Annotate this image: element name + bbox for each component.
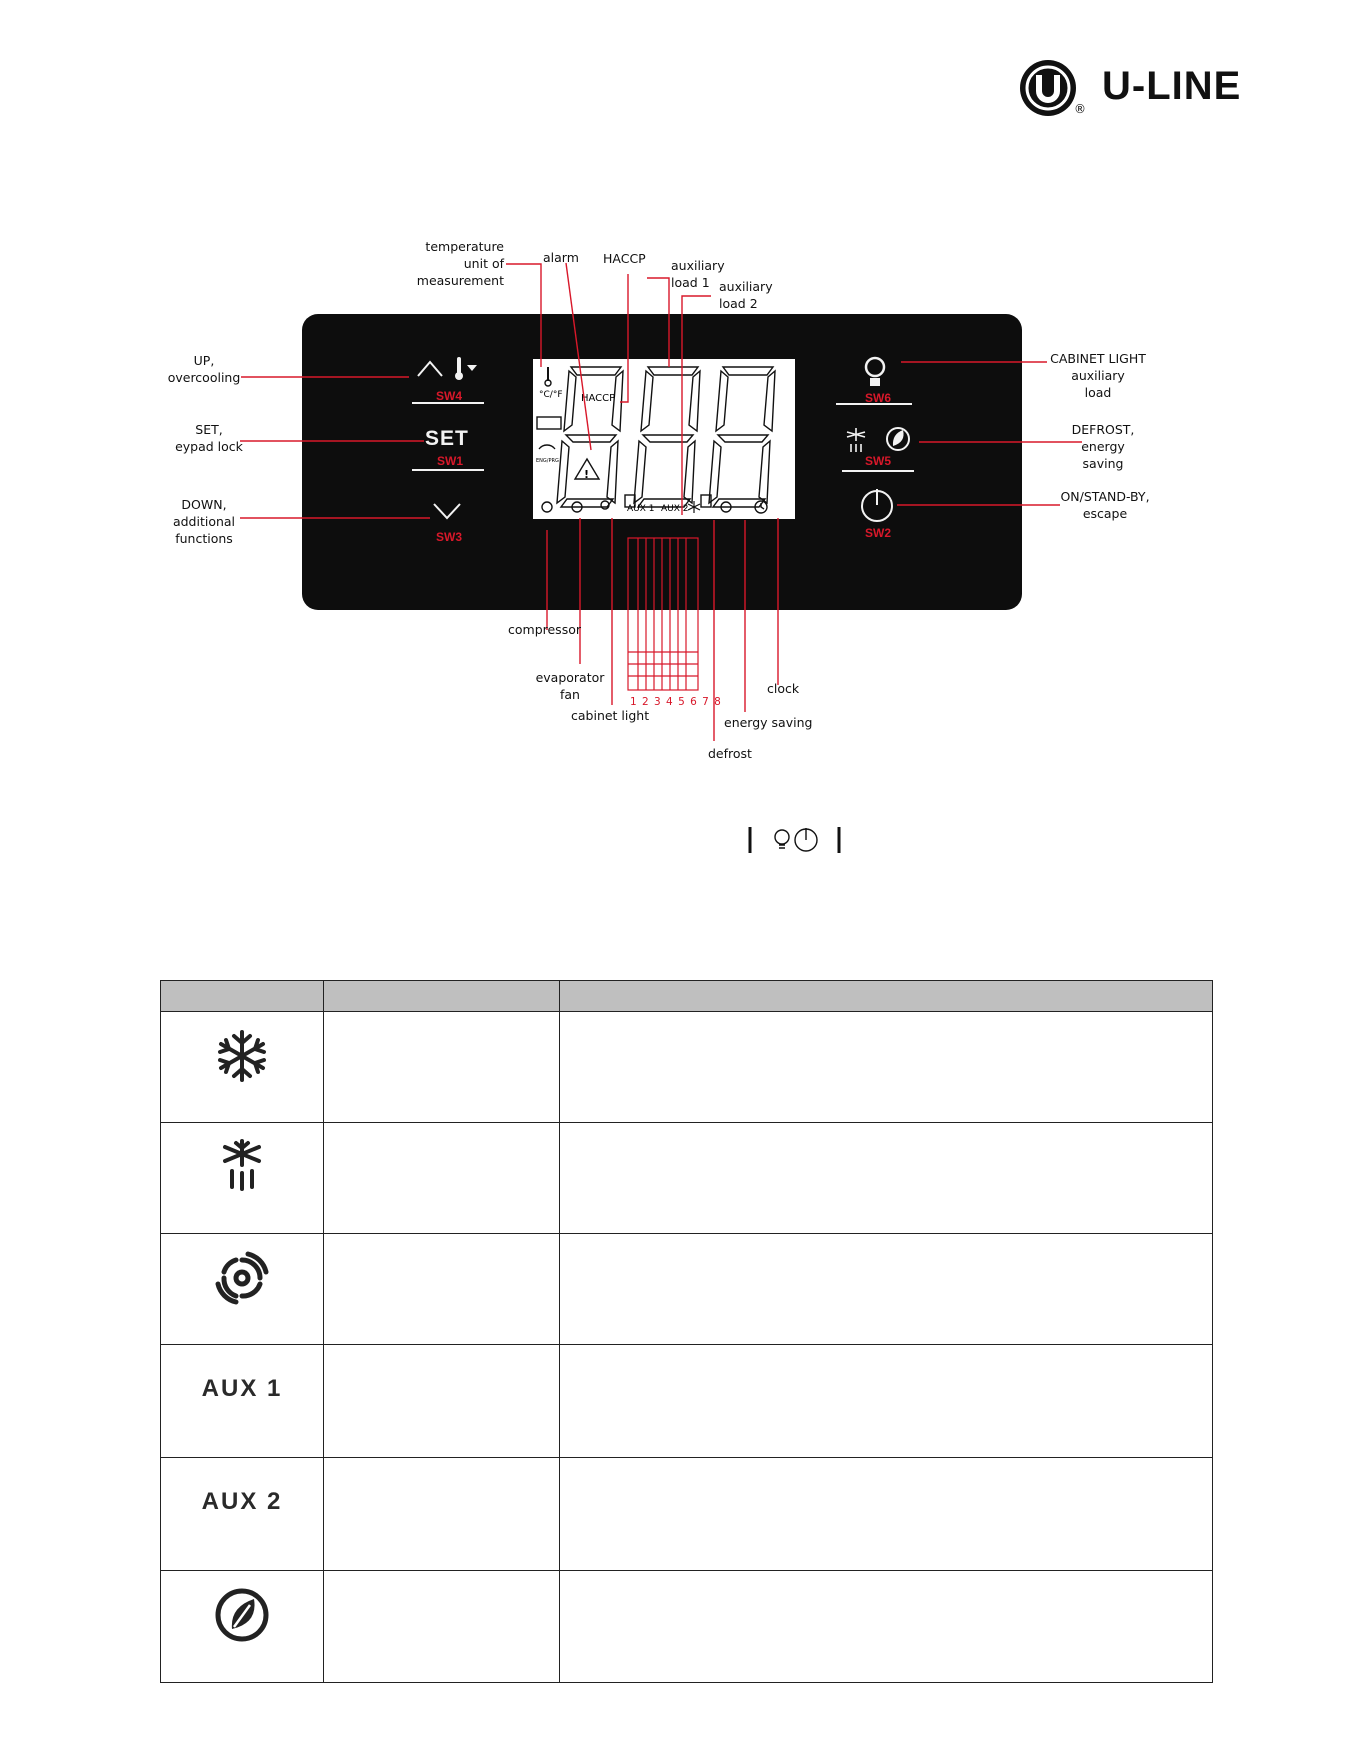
compressor-snowflake-icon (212, 1026, 272, 1086)
name-cell (324, 1234, 560, 1345)
table-row (161, 1458, 1213, 1571)
energy-saving-leaf-icon (212, 1585, 272, 1645)
description-cell (560, 1234, 1213, 1345)
table-row (161, 1571, 1213, 1683)
defrost-icon (847, 428, 865, 452)
callout-energy-saving: energy saving (724, 715, 813, 730)
header-name (324, 981, 560, 1012)
callout-alarm: alarm (543, 250, 579, 265)
down-button[interactable] (434, 504, 460, 518)
callout-aux1: auxiliary load 1 (671, 258, 725, 290)
table-header-row (161, 981, 1213, 1012)
lightbulb-icon (775, 830, 789, 848)
panel-overlay (0, 0, 1361, 800)
callout-temp-unit: temperature unit of measurement (416, 239, 504, 288)
header-description (560, 981, 1213, 1012)
defrost-icon (212, 1137, 272, 1193)
name-cell (324, 1458, 560, 1571)
callout-onoff: ON/STAND-BY, escape (1060, 489, 1150, 521)
callout-defrost: defrost (708, 746, 752, 761)
power-button[interactable] (862, 489, 892, 521)
callout-evaporator-fan: evaporator fan (535, 670, 605, 702)
callout-haccp: HACCP (603, 251, 646, 266)
aux1-text-icon: AUX 1 (201, 1375, 283, 1402)
lcd-aux2: AUX 2 (661, 504, 689, 514)
callout-lines (240, 263, 1082, 741)
sw3-label: SW3 (436, 530, 463, 544)
icon-table (160, 980, 1213, 1683)
icon-cell (161, 1345, 324, 1458)
icon-cell (161, 1012, 324, 1123)
name-cell (324, 1123, 560, 1234)
name-cell (324, 1012, 560, 1123)
description-cell (560, 1571, 1213, 1683)
callout-compressor: compressor (508, 622, 581, 637)
lcd-haccp: HACCP (581, 393, 616, 404)
registered-mark: ® (1074, 102, 1086, 116)
callout-clock: clock (767, 681, 800, 696)
table-row (161, 1123, 1213, 1234)
sw1-label: SW1 (437, 454, 464, 468)
table-row (161, 1012, 1213, 1123)
callout-down: DOWN, additional functions (172, 497, 236, 546)
sw5-label: SW5 (865, 454, 892, 468)
lcd-aux1: AUX 1 (627, 504, 655, 514)
header-icon (161, 981, 324, 1012)
aux2-text-icon: AUX 2 (201, 1488, 283, 1515)
sw2-label: SW2 (865, 526, 892, 540)
sw6-label: SW6 (865, 391, 892, 405)
set-label: SET (425, 427, 469, 450)
bottom-icon-strip (748, 823, 844, 857)
name-cell (324, 1571, 560, 1683)
power-icon (795, 828, 817, 851)
down-triangle-icon (467, 365, 477, 371)
callout-cabinet-light-icon: cabinet light (571, 708, 650, 723)
thermometer-icon (457, 357, 461, 374)
connector-grid (628, 538, 698, 690)
brand-name: U-LINE (1102, 64, 1242, 108)
description-cell (560, 1123, 1213, 1234)
evaporator-fan-icon (212, 1248, 272, 1308)
callout-set: SET, eypad lock (175, 422, 243, 454)
connector-numbers: 1 2 3 4 5 6 7 8 (630, 696, 722, 708)
description-cell (560, 1012, 1213, 1123)
table-row (161, 1234, 1213, 1345)
table-row (161, 1345, 1213, 1458)
callout-up: UP, overcooling (167, 353, 241, 385)
lcd-unit: °C/°F (539, 390, 563, 400)
lcd-alarm-glyph: ! (584, 468, 590, 481)
callout-defrost-energy: DEFROST, energy saving (1071, 422, 1135, 471)
callout-aux2: auxiliary load 2 (719, 279, 773, 311)
callout-cabinet-light: CABINET LIGHT auxiliary load (1050, 351, 1146, 400)
lightbulb-icon (866, 358, 884, 376)
description-cell (560, 1345, 1213, 1458)
icon-cell (161, 1458, 324, 1571)
name-cell (324, 1345, 560, 1458)
icon-cell (161, 1571, 324, 1683)
description-cell (560, 1458, 1213, 1571)
lcd-esc-text: ENG/PRG (536, 458, 559, 464)
icon-cell (161, 1234, 324, 1345)
icon-cell (161, 1123, 324, 1234)
sw4-label: SW4 (436, 389, 463, 403)
